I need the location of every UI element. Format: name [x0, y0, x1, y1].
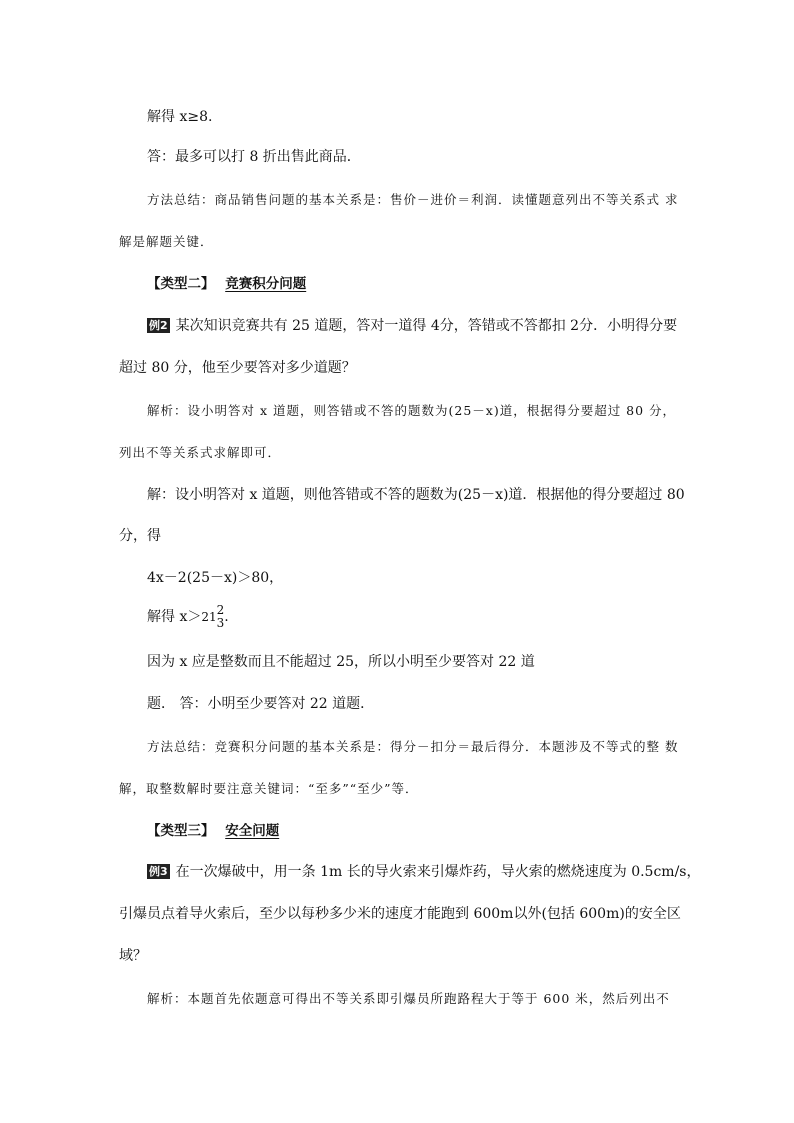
- example-2-line-2: 超过 80 分，他至少要答对多少道题？: [119, 360, 356, 376]
- solution-line: 解得 x≥8.: [147, 109, 213, 125]
- reason-line-1: 因为 x 应是整数而且不能超过 25，所以小明至少要答对 22 道: [147, 654, 535, 670]
- section-label: 【类型三】: [147, 823, 215, 839]
- result-prefix: 解得 x＞: [147, 609, 202, 625]
- section-heading-type3: [147, 822, 279, 840]
- section-heading-type2: [147, 275, 306, 293]
- method-summary-line-1: 方法总结：商品销售问题的基本关系是：售价－进价＝利润．读懂题意列出不等关系式 求: [147, 192, 679, 207]
- reason-line-2: 题． 答：小明至少要答对 22 道题．: [147, 696, 375, 712]
- example-text: 某次知识竞赛共有 25 道题，答对一道得 4分，答错或不答都扣 2分．小明得分要: [175, 318, 678, 334]
- example-3-line-2: 引爆员点着导火索后，至少以每秒多少米的速度才能跑到 600m以外(包括 600m)的安全区: [119, 906, 681, 922]
- analysis-line-1: 解析：设小明答对 x 道题，则答错或不答的题数为(25－x)道，根据得分要超过 80 分，: [147, 403, 677, 418]
- result-suffix: .: [224, 609, 229, 625]
- method-summary-2-line-2: 解，取整数解时要注意关键词：“至多”“至少”等．: [119, 781, 419, 796]
- analysis-line-2: 列出不等关系式求解即可．: [119, 445, 282, 460]
- example-text: 在一次爆破中，用一条 1m 长的导火索来引爆炸药，导火索的燃烧速度为 0.5cm/s，: [175, 864, 701, 880]
- mixed-number-whole: 21: [201, 610, 217, 624]
- fraction-numerator: 2: [216, 603, 225, 617]
- example-badge: 例2: [149, 319, 168, 332]
- solution-line-2: 分，得: [119, 528, 161, 544]
- answer-line: 答：最多可以打 8 折出售此商品．: [147, 149, 361, 165]
- example-badge: 例3: [149, 865, 168, 878]
- method-summary-2-line-1: 方法总结：竞赛积分问题的基本关系是：得分－扣分＝最后得分．本题涉及不等式的整 数: [147, 739, 679, 754]
- section-label: 【类型二】: [147, 276, 215, 292]
- result-line: [147, 602, 229, 632]
- inequality-line: 4x－2(25－x)＞80，: [147, 570, 284, 586]
- example-3-line-1: [147, 863, 700, 881]
- analysis-3-line-1: 解析：本题首先依题意可得出不等关系即引爆员所跑路程大于等于 600 米，然后列出不: [147, 991, 670, 1006]
- fraction-denominator: 3: [216, 616, 225, 630]
- method-summary-line-2: 解是解题关键．: [119, 234, 214, 249]
- section-title: 安全问题: [225, 823, 280, 839]
- example-2-line-1: [147, 317, 677, 335]
- example-3-line-3: 域？: [119, 948, 147, 964]
- solution-line-1: 解：设小明答对 x 道题，则他答错或不答的题数为(25－x)道．根据他的得分要超过 80: [147, 487, 685, 503]
- section-title: 竞赛积分问题: [225, 276, 307, 292]
